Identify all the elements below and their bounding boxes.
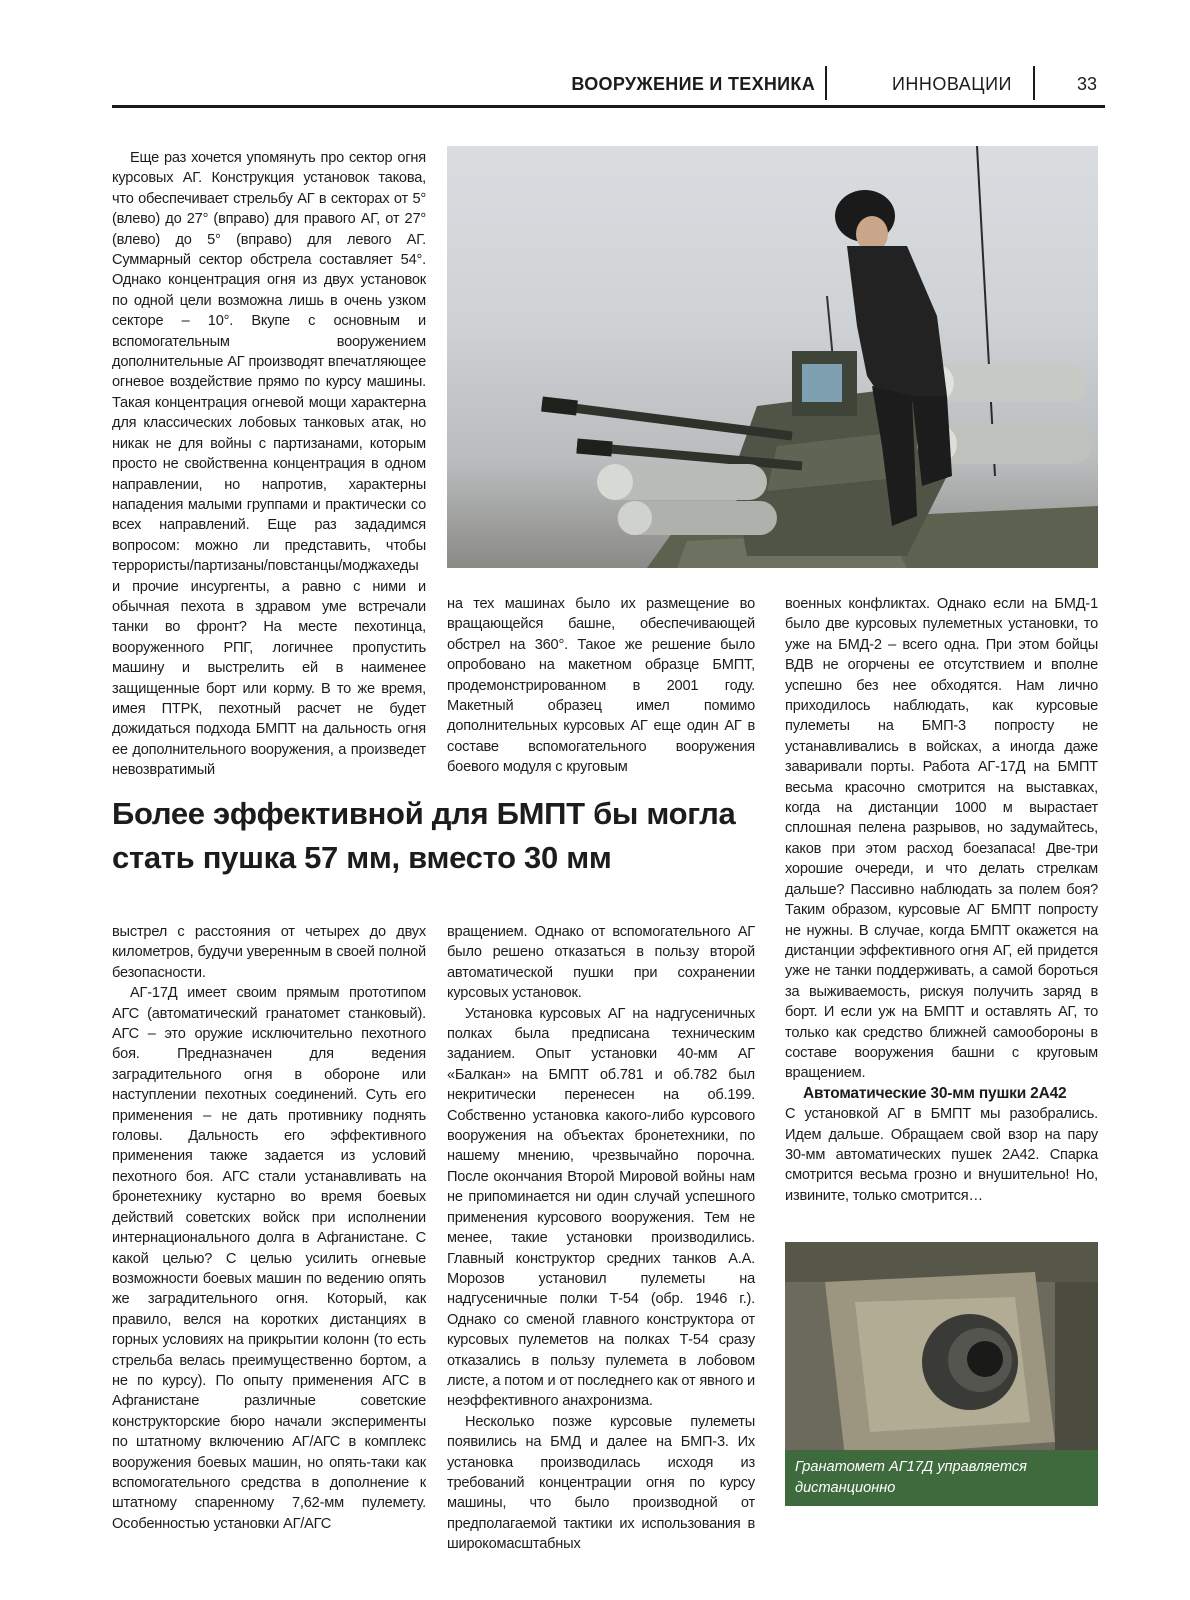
paragraph: военных конфликтах. Однако если на БМД-1 было две курсовых пулеметных установки, то уже на БМД-2 – всего одна. При этом бойцы ВДВ не огорчены ее отсутствием и вполне успешно без нее обходятся. Нам лично приходилось наблюдать, как курсовые пулеметы на БМП-3 попросту не устанавливались в войсках, а иногда даже заваривали порты. Работа АГ-17Д на БМПТ весьма красочно смотрится на выставках, когда на дистанции 1000 м вырастает сплошная пелена разрывов, но задумайтесь, каков при этом расход боезапаса! Две-три хорошие очереди, и что делать стрелкам дальше? Пассивно наблюдать за полем боя? Таким образом, курсовые АГ БМПТ попросту не нужны. В случае, когда БМПТ окажется на дистанции эффективного огня АГ, ей придется уже не танки поддерживать, а самой бороться за выживаемость, рискуя получить заряд в борт. И если уж на БМПТ и оставлять АГ, то только как средство ближней самообороны в составе вооружения башни с круговым вращением. xyxy=(785,596,1098,1082)
photo-caption: Гранатомет АГ17Д управляется дистанционно xyxy=(795,1459,1027,1496)
article-headline xyxy=(112,792,762,880)
header-divider xyxy=(1033,66,1035,100)
article-column-2-bottom xyxy=(447,922,755,1555)
paragraph: на тех машинах было их размещение во вращающейся башне, обеспечивающей обстрел на 360°. Такое же решение было опробовано на макетном образце БМПТ, продемонстрированном в 2001 году. Макетный образец имел помимо дополнительных курсовых АГ еще один АГ в составе вспомогательного вооружения боевого модуля с круговым xyxy=(447,596,755,776)
headline-line-2: стать пушка 57 мм, вместо 30 мм xyxy=(112,840,612,875)
page-number: 33 xyxy=(1076,74,1097,94)
paragraph: Установка курсовых АГ на надгусеничных полках была предписана техническим заданием. Опыт установки 40-мм АГ «Балкан» на БМПТ об.781 и об.782 был некритически перенесен на об.199. Собственно установка какого-либо курсового вооружения на объектах бронетехники, по нашему мнению, чрезвычайно порочна. После окончания Второй Мировой войны нам не припоминается ни один случай успешного применения курсового вооружения. Тем не менее, такие установки производились. Главный конструктор средних танков А.А. Морозов установил пулеметы на надгусеничные полки Т-54 (обр. 1946 г.). Однако со сменой главного конструктора от курсовых пулеметов на полках Т-54 сразу отказались в пользу пулемета в лобовом листе, а потом и от последнего как от явного и неэффективного анахронизма. xyxy=(447,1005,755,1410)
article-column-1-top xyxy=(112,148,426,781)
header-rule xyxy=(112,105,1105,108)
turret-photo-illustration xyxy=(447,146,1098,568)
section-title: ВООРУЖЕНИЕ И ТЕХНИКА xyxy=(571,74,815,94)
page-header xyxy=(112,64,1105,108)
paragraph: АГ-17Д имеет своим прямым прототипом АГС (автоматический гранатомет станковый). АГС – это оружие исключительно пехотного боя. Предназначен для ведения заградительного огня в обороне или наступлении пехотных соединений. Суть его применения – не дать противнику поднять головы. Дальность его эффективного применения также задается из условий пехотного боя. АГС стали устанавливать на бронетехнику кустарно во время боевых действий советских войск при исполнении интернационального долга в Афганистане. С какой целью? С целью усилить огневые возможности боевых машин по ведению опять же заградительного огня. Который, как правило, велся на коротких дистанциях в горных условиях на прикрытии колонн (то есть стрельба велась преимущественно бортом, а не по курсу). По опыту применения АГС в Афганистане различные советские конструкторские бюро начали эксперименты по штатному включению АГ/АГС в комплекс вооружения боевых машин, но опять-таки как вспомогательного средства в дополнение к штатному спаренному 7,62-мм пулемету. Особенностью установки АГ/АГС xyxy=(112,985,426,1532)
paragraph: выстрел с расстояния от четырех до двух километров, будучи уверенным в своей полной безопасности. xyxy=(112,924,426,981)
article-column-1-bottom xyxy=(112,922,426,1534)
subsection-title: ИННОВАЦИИ xyxy=(891,74,1012,94)
turret-photo xyxy=(447,146,1098,568)
article-column-3 xyxy=(785,594,1098,1206)
paragraph: Еще раз хочется упомянуть про сектор огня курсовых АГ. Конструкция установок такова, что обеспечивает стрельбу АГ в секторах от 5° (влево) до 27° (вправо) для правого АГ, от 27° (влево) до 5° (вправо) для левого АГ. Суммарный сектор обстрела составляет 54°. Однако концентрация огня из двух установок по одной цели возможна лишь в очень узком секторе – 10°. Вкупе с основным и вспомогательным вооружением дополнительные АГ производят впечатляющее огневое воздействие прямо по курсу машины. Такая концентрация огневой мощи характерна для классических лобовых танковых атак, но никак не для войны с партизанами, которым просто не свойственна концентрация в одном направлении, но напротив, характерны нападения малыми группами и практически со всех направлений. Еще раз зададимся вопросом: можно ли представить, чтобы террористы/партизаны/повстанцы/моджахеды и прочие инсургенты, а равно с ними и обычная пехота в здравом уме встречали танки во фронт? На месте пехотинца, вооруженного РПГ, логичнее пропустить машину и выстрелить ей в наименее защищенные борт или корму. В то же время, имея ПТРК, пехотный расчет не будет дожидаться подхода БМПТ на дальность огня ее дополнительного вооружения, а произведет невозвратимый xyxy=(112,150,426,779)
paragraph: вращением. Однако от вспомогательного АГ было решено отказаться в пользу второй автоматической пушки при сохранении курсовых установок. xyxy=(447,924,755,1002)
paragraph: Несколько позже курсовые пулеметы появились на БМД и далее на БМП-3. Их установка производилась исходя из требований концентрации огня по курсу машины, что было производной от предполагаемой тактики их использования в широкомасштабных xyxy=(447,1413,755,1553)
article-column-2-top xyxy=(447,594,755,778)
header-divider xyxy=(825,66,827,100)
headline-line-1: Более эффективной для БМПТ бы могла xyxy=(112,796,736,831)
section-subheading: Автоматические 30-мм пушки 2А42 xyxy=(803,1084,1067,1102)
paragraph: С установкой АГ в БМПТ мы разобрались. Идем дальше. Обращаем свой взор на пару 30-мм автоматических пушек 2А42. Спарка смотрится весьма грозно и внушительно! Но, извините, только смотрится… xyxy=(785,1106,1098,1204)
